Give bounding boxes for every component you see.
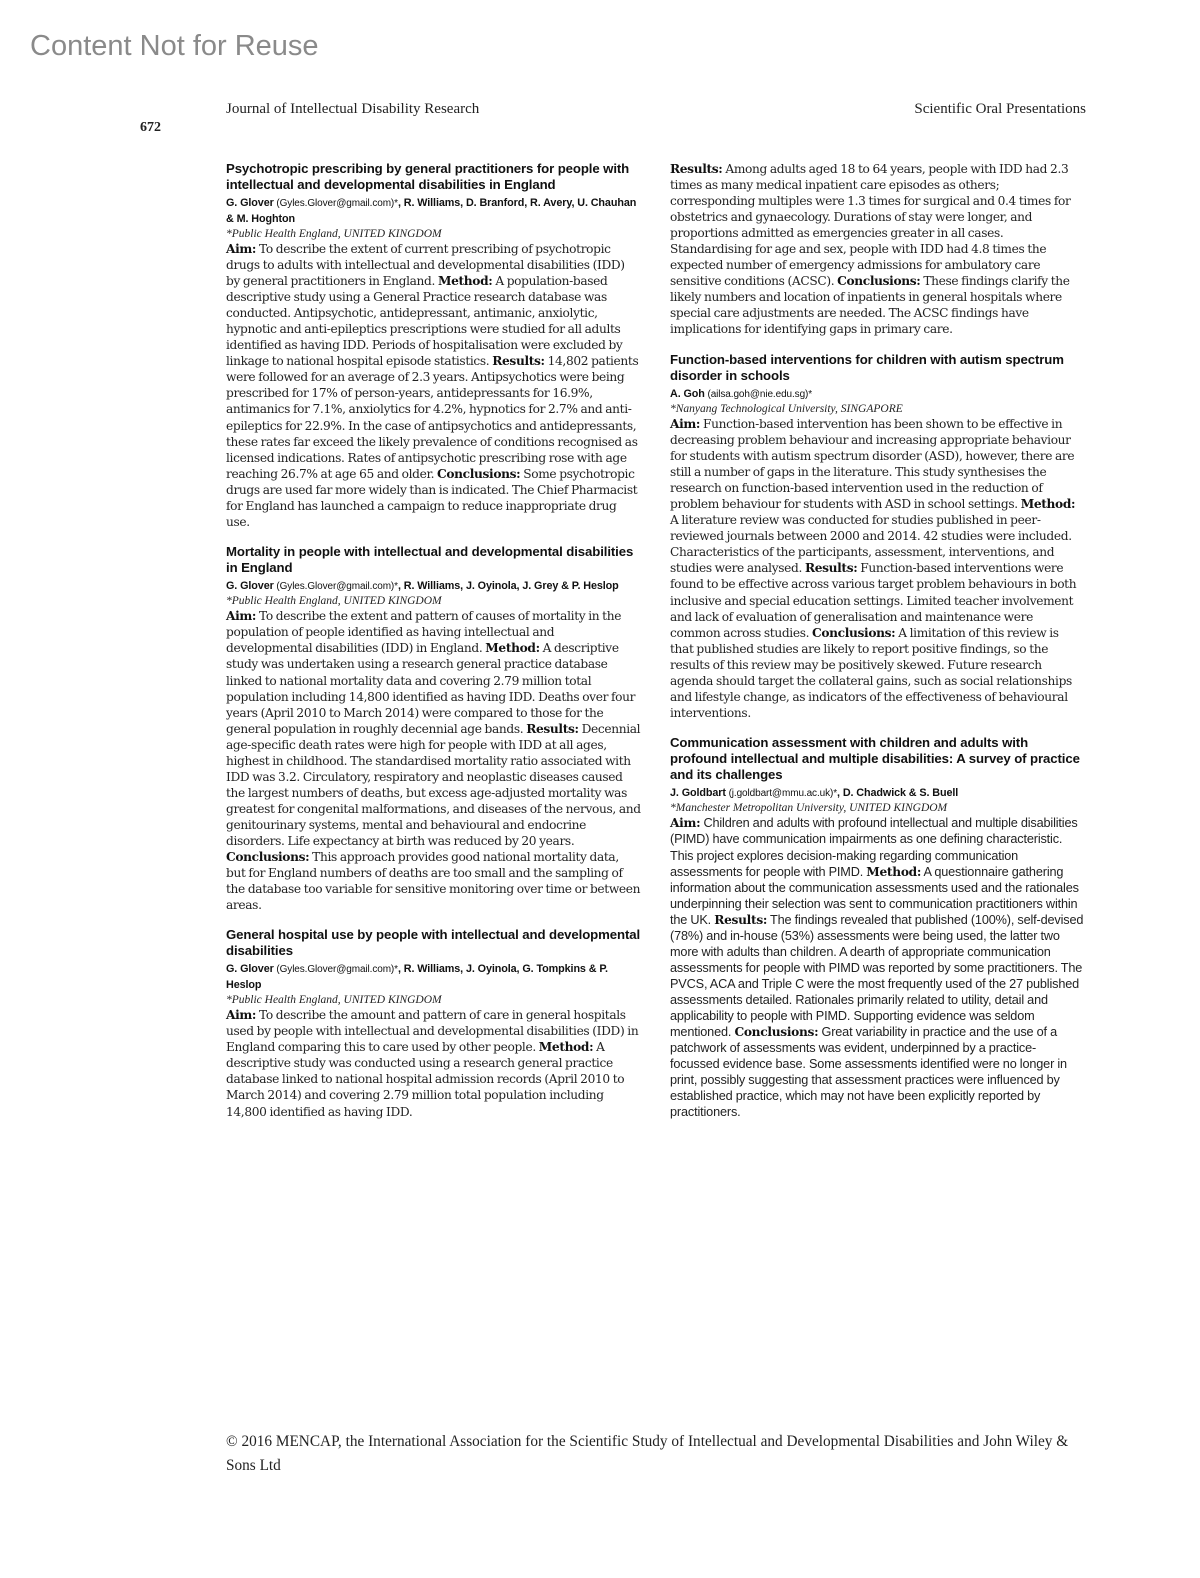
method-label: Method: bbox=[485, 641, 540, 656]
lead-author: A. Goh bbox=[670, 387, 705, 400]
results-text: The findings revealed that published (100%), self-devised (78%) and in-house (53%) assessments were being used, the latter two more with adults than children. A dearth of appropriate communication assessments for people with PIMD was reported by some practitioners. The PVCS, ACA and Triple C were the most frequently used of the 27 published assessments detailed. Rationales primarily related to utility, detail and applicability to people with PIMD. Supporting evidence was seldom mentioned. bbox=[670, 912, 1084, 1040]
co-authors: , D. Chadwick & S. Buell bbox=[837, 786, 959, 799]
aim-text: To describe the extent and pattern of causes of mortality in the population of people identified as having intellectual and developmental disabilities (IDD) in England. bbox=[226, 609, 622, 656]
abstract-body bbox=[226, 241, 641, 530]
aim-label: Aim: bbox=[670, 417, 701, 432]
abstract-body-part-2 bbox=[670, 161, 1085, 338]
aim-label: Aim: bbox=[226, 1008, 257, 1023]
method-label: Method: bbox=[1020, 497, 1076, 512]
abstract-authors bbox=[226, 196, 641, 227]
lead-author: J. Goldbart bbox=[670, 786, 726, 799]
abstract-body bbox=[670, 815, 1085, 1120]
results-text: Among adults aged 18 to 64 years, people with IDD had 2.3 times as many medical inpatient care episodes as others; corresponding multiples were 1.3 times for surgical and 0.4 times for obstetrics and gynaecology. Durations of stay were longer, and proportions admitted as emergencies greater in all cases. Standardising for age and sex, people with IDD had 4.8 times the expected number of emergency admissions for ambulatory care sensitive conditions (ACSC). bbox=[670, 162, 1071, 289]
abstract-mortality bbox=[226, 544, 641, 913]
results-label: Results: bbox=[714, 912, 768, 927]
conclusions-label: Conclusions: bbox=[734, 1025, 819, 1040]
results-label: Results: bbox=[670, 162, 723, 176]
abstract-authors bbox=[670, 387, 1085, 403]
author-email: (Gyles.Glover@gmail.com)* bbox=[273, 964, 398, 976]
running-head bbox=[226, 101, 1086, 125]
conclusions-label: Conclusions: bbox=[226, 850, 310, 865]
abstract-authors bbox=[226, 579, 641, 595]
author-email: (Gyles.Glover@gmail.com)* bbox=[273, 198, 398, 209]
section-title: Scientific Oral Presentations bbox=[914, 101, 1086, 117]
right-column bbox=[670, 161, 1085, 1134]
abstract-title: Communication assessment with children and adults with profound intellectual and multiple disabilities: A survey of practice and its challenges bbox=[670, 734, 1080, 782]
method-label: Method: bbox=[538, 1040, 594, 1055]
lead-author: G. Glover bbox=[226, 579, 274, 592]
co-authors: , R. Williams, J. Oyinola, G. Tompkins & P. Heslop bbox=[226, 963, 608, 991]
abstract-authors bbox=[670, 786, 1085, 802]
results-text: Decennial age-specific death rates were high for people with IDD at all ages, highest in childhood. The standardised mortality ratio associated with IDD was 3.2. Circulatory, respiratory and neoplastic diseases caused the largest numbers of deaths, but excess age-adjusted mortality was greatest for congenital malformations, and diseases of the nervous, and genitourinary systems, mental and behavioural and endocrine disorders. Life expectancy at birth was reduced by 20 years. bbox=[226, 721, 641, 848]
conclusions-text: Great variability in practice and the use of a patchwork of assessments was evident, underpinned by a practice-focussed evidence base. Some assessments identified were no longer in print, possibly suggesting that assessment practices were influenced by established practice, which may not have been explicitly reported by practitioners. bbox=[670, 1025, 1067, 1120]
abstract-function-based-interventions bbox=[670, 352, 1085, 721]
abstract-affiliation: *Public Health England, UNITED KINGDOM bbox=[226, 595, 442, 608]
method-text: A descriptive study was conducted using a research general practice database linked to national hospital admission records (April 2010 to March 2014) and covering 2.79 million total population including 14,800 identified as having IDD. bbox=[226, 1040, 625, 1119]
journal-title: Journal of Intellectual Disability Research bbox=[226, 101, 480, 117]
left-column bbox=[226, 161, 641, 1134]
lead-author: G. Glover bbox=[226, 197, 274, 209]
abstract-body-part-1 bbox=[226, 1007, 641, 1119]
abstract-general-hospital-use bbox=[226, 927, 641, 1119]
conclusions-label: Conclusions: bbox=[837, 274, 921, 289]
method-label: Method: bbox=[866, 864, 922, 879]
conclusions-text: Some psychotropic drugs are used far more widely than is indicated. The Chief Pharmacist for England has launched a campaign to reduce inappropriate drug use. bbox=[226, 466, 638, 529]
abstract-body bbox=[226, 608, 641, 913]
author-email: (Gyles.Glover@gmail.com)* bbox=[273, 580, 398, 592]
conclusions-text: This approach provides good national mortality data, but for England numbers of deaths are too small and the sampling of the database too variable for sensitive monitoring over time or between areas. bbox=[226, 850, 641, 913]
results-text: Function-based interventions were found to be effective across various target problem behaviours in both inclusive and special education settings. Limited teacher involvement and lack of evaluation of generalisation and maintenance were common across studies. bbox=[670, 561, 1077, 640]
results-text: 14,802 patients were followed for an average of 2.3 years. Antipsychotics were being prescribed for 17% of person-years, antidepressants for 16.9%, antimanics for 7.1%, anxiolytics for 4.2%, hypnotics for 2.7% and anti-epileptics for 22.9%. In the case of antipsychotics and antidepressants, these rates far exceed the likely prevalence of conditions recognised as licensed indications. Rates of antipsychotic prescribing rose with age reaching 26.7% at age 65 and older. bbox=[226, 354, 639, 481]
results-label: Results: bbox=[804, 561, 858, 576]
abstract-title: Function-based interventions for children with autism spectrum disorder in schools bbox=[670, 351, 1064, 383]
results-label: Results: bbox=[526, 721, 579, 736]
aim-label: Aim: bbox=[226, 609, 257, 624]
watermark: Content Not for Reuse bbox=[30, 30, 319, 62]
conclusions-label: Conclusions: bbox=[437, 466, 521, 481]
author-email: (ailsa.goh@nie.edu.sg)* bbox=[704, 388, 813, 400]
abstract-affiliation: *Public Health England, UNITED KINGDOM bbox=[226, 228, 442, 240]
aim-text: Function-based intervention has been shown to be effective in decreasing problem behaviour and increasing appropriate behaviour for students with autism spectrum disorder (ASD), however, there are still a number of gaps in the literature. This study synthesises the research on function-based intervention used in the reduction of problem behaviour for students with ASD in school settings. bbox=[670, 417, 1075, 512]
aim-label: Aim: bbox=[670, 816, 701, 831]
abstract-affiliation: *Public Health England, UNITED KINGDOM bbox=[226, 994, 442, 1007]
abstract-title: Psychotropic prescribing by general practitioners for people with intellectual and developmental disabilities in England bbox=[226, 161, 630, 192]
method-label: Method: bbox=[437, 274, 493, 289]
conclusions-text: A limitation of this review is that published studies are likely to report positive findings, so the results of this review may be positively skewed. Future research agenda should target the collateral gains, such as social relationships and lifestyle change, as indicators of the effectiveness of behavioural interventions. bbox=[670, 625, 1072, 720]
abstract-body bbox=[670, 416, 1085, 721]
method-text: A descriptive study was undertaken using a research general practice database linked to national mortality data and covering 2.79 million total population including 14,800 identified as having IDD. Deaths over four years (April 2010 to March 2014) were compared to those for the general population in roughly decennial age bands. bbox=[226, 641, 636, 736]
conclusions-text: These findings clarify the likely numbers and location of inpatients in general hospitals where special care adjustments are needed. The ACSC findings have implications for identifying gaps in primary care. bbox=[670, 274, 1070, 337]
abstract-title: General hospital use by people with intellectual and developmental disabilities bbox=[226, 927, 641, 959]
abstract-communication-assessment bbox=[670, 735, 1085, 1120]
author-email: (j.goldbart@mmu.ac.uk)* bbox=[725, 787, 838, 799]
method-text: A population-based descriptive study using a General Practice research database was conducted. Antipsychotic, antidepressant, antimanic, anxiolytic, hypnotic and anti-epileptics prescriptions were studied for all adults identified as having IDD. Periods of hospitalisation were excluded by linkage to national hospital episode statistics. bbox=[226, 274, 623, 369]
abstract-general-hospital-use-continued bbox=[670, 161, 1085, 338]
aim-text: To describe the amount and pattern of care in general hospitals used by people with intellectual and developmental disabilities (IDD) in England comparing this to care used by other people. bbox=[226, 1008, 639, 1055]
results-label: Results: bbox=[492, 354, 545, 369]
abstract-affiliation: *Manchester Metropolitan University, UNITED KINGDOM bbox=[670, 802, 948, 815]
co-authors: , R. Williams, D. Branford, R. Avery, U. Chauhan & M. Hoghton bbox=[226, 197, 637, 225]
co-authors: , R. Williams, J. Oyinola, J. Grey & P. Heslop bbox=[397, 579, 619, 592]
aim-label: Aim: bbox=[226, 242, 257, 256]
lead-author: G. Glover bbox=[226, 963, 274, 976]
abstract-authors bbox=[226, 962, 641, 993]
abstract-affiliation: *Nanyang Technological University, SINGAPORE bbox=[670, 403, 903, 416]
conclusions-label: Conclusions: bbox=[812, 625, 896, 640]
aim-text: To describe the extent of current prescribing of psychotropic drugs to adults with intellectual and developmental disabilities (IDD) by general practitioners in England. bbox=[226, 242, 625, 289]
page-number: 672 bbox=[140, 120, 161, 135]
abstract-psychotropic-prescribing bbox=[226, 161, 641, 530]
method-text: A questionnaire gathering information about the communication assessments used and the rationales underpinning their selection was sent to communication practitioners within the UK. bbox=[670, 864, 1079, 927]
abstract-title: Mortality in people with intellectual and developmental disabilities in England bbox=[226, 543, 634, 575]
aim-text: Children and adults with profound intellectual and multiple disabilities (PIMD) have communication impairments as one defining characteristic. This project explores decision-making regarding communication assessments for people with PIMD. bbox=[670, 816, 1078, 879]
method-text: A literature review was conducted for studies published in peer-reviewed journals between 2000 and 2014. 42 studies were included. Characteristics of the participants, assessment, interventions, and studies were analysed. bbox=[670, 513, 1072, 576]
copyright-footer: © 2016 MENCAP, the International Association for the Scientific Study of Intellectual and Developmental Disabilities and John Wiley & Sons Ltd bbox=[226, 1433, 1069, 1474]
